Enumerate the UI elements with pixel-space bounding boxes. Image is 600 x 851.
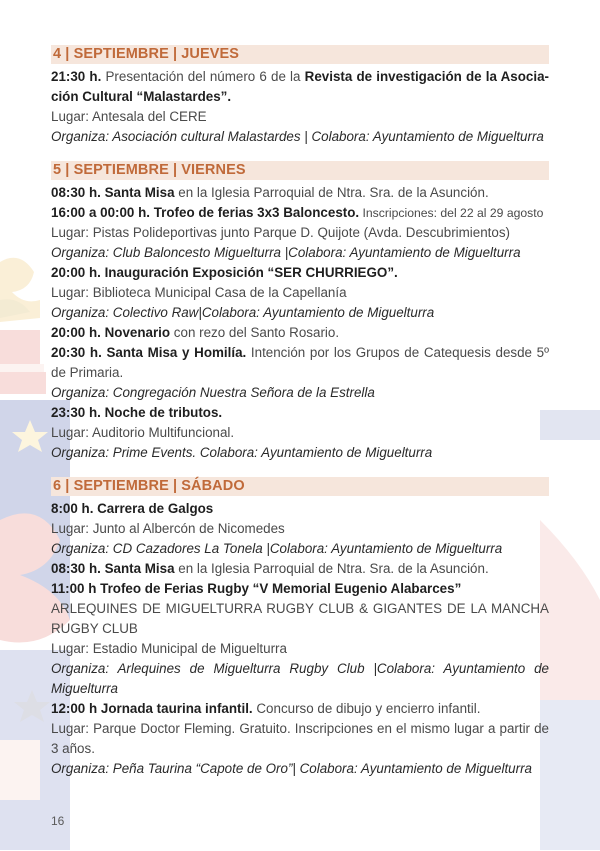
event-text: Inscripciones: del 22 al 29 agosto [359, 206, 544, 220]
event-line [51, 203, 549, 223]
day-header: 5 | SEPTIEMBRE | VIERNES [51, 161, 549, 180]
event-line [51, 499, 549, 519]
event-text: con rezo del Santo Rosario. [170, 325, 340, 340]
event-text: Presentación del número 6 de la [101, 69, 305, 84]
event-organizer: Organiza: CD Cazadores La Tonela |Colabora: Ayuntamiento de Miguelturra [51, 541, 503, 556]
event-organizer: Organiza: Asociación cultural Malastardes | Colabora: Ayuntamiento de Miguelturra [51, 129, 544, 144]
event-line [51, 67, 549, 107]
event-title: 23:30 h. Noche de tributos. [51, 405, 223, 420]
event-organizer: Organiza: Colectivo Raw|Colabora: Ayuntamiento de Miguelturra [51, 305, 435, 320]
day-header: 4 | SEPTIEMBRE | JUEVES [51, 45, 549, 64]
event-location: Lugar: Estadio Municipal de Miguelturra [51, 641, 287, 656]
event-location: Lugar: Biblioteca Municipal Casa de la Capellanía [51, 285, 347, 300]
event-organizer: Organiza: Prime Events. Colabora: Ayuntamiento de Miguelturra [51, 445, 433, 460]
day-section [51, 161, 549, 463]
event-title: 08:30 h. Santa Misa [51, 561, 175, 576]
event-location: Lugar: Junto al Albercón de Nicomedes [51, 521, 285, 536]
event-title: 12:00 h Jornada taurina infantil. [51, 701, 253, 716]
event-line [51, 579, 549, 599]
event-organizer: Organiza: Congregación Nuestra Señora de la Estrella [51, 385, 375, 400]
event-location: Lugar: Parque Doctor Fleming. Gratuito. Inscripciones en el mismo lugar a partir de 3 años. [51, 721, 549, 756]
event-organizer: Organiza: Club Baloncesto Miguelturra |Colabora: Ayuntamiento de Miguelturra [51, 245, 521, 260]
event-title: 08:30 h. Santa Misa [51, 185, 175, 200]
event-line [51, 559, 549, 579]
event-line [51, 699, 549, 719]
page-number: 16 [51, 814, 65, 828]
event-line [51, 403, 549, 423]
event-title: 8:00 h. Carrera de Galgos [51, 501, 214, 516]
event-time: 21:30 h. [51, 69, 102, 84]
event-title: 11:00 h Trofeo de Ferias Rugby “V Memorial Eugenio Alabarces” [51, 581, 462, 596]
day-header: 6 | SEPTIEMBRE | SÁBADO [51, 477, 549, 496]
event-line [51, 323, 549, 343]
event-text: en la Iglesia Parroquial de Ntra. Sra. de la Asunción. [174, 561, 489, 576]
event-organizer: Organiza: Arlequines de Miguelturra Rugby Club |Colabora: Ayuntamiento de Miguelturra [51, 661, 549, 696]
event-title: 20:00 h. Inauguración Exposición “SER CHURRIEGO”. [51, 265, 398, 280]
event-location: Lugar: Pistas Polideportivas junto Parque D. Quijote (Avda. Descubrimientos) [51, 225, 510, 240]
event-title: 20:00 h. Novenario [51, 325, 171, 340]
day-section [51, 45, 549, 147]
event-text: en la Iglesia Parroquial de Ntra. Sra. de la Asunción. [174, 185, 489, 200]
event-line [51, 183, 549, 203]
event-title: 20:30 h. Santa Misa y Homilía. [51, 345, 247, 360]
event-teams: ARLEQUINES DE MIGUELTURRA RUGBY CLUB & GIGANTES DE LA MANCHA RUGBY CLUB [51, 601, 549, 636]
event-text: Concurso de dibujo y encierro infantil. [252, 701, 481, 716]
event-location: Lugar: Antesala del CERE [51, 109, 207, 124]
day-section [51, 477, 549, 779]
event-text: Intención por los Grupos de Catequesis desde 5º de Primaria. [51, 345, 549, 380]
event-title: 16:00 a 00:00 h. Trofeo de ferias 3x3 Baloncesto. [51, 205, 360, 220]
event-location: Lugar: Auditorio Multifuncional. [51, 425, 235, 440]
programme [51, 45, 549, 793]
event-line [51, 263, 549, 283]
event-title: Revista de investigación de la Asocia-ción Cultural “Malastardes”. [51, 69, 549, 104]
event-organizer: Organiza: Peña Taurina “Capote de Oro”| Colabora: Ayuntamiento de Miguelturra [51, 761, 532, 776]
event-line [51, 343, 549, 383]
